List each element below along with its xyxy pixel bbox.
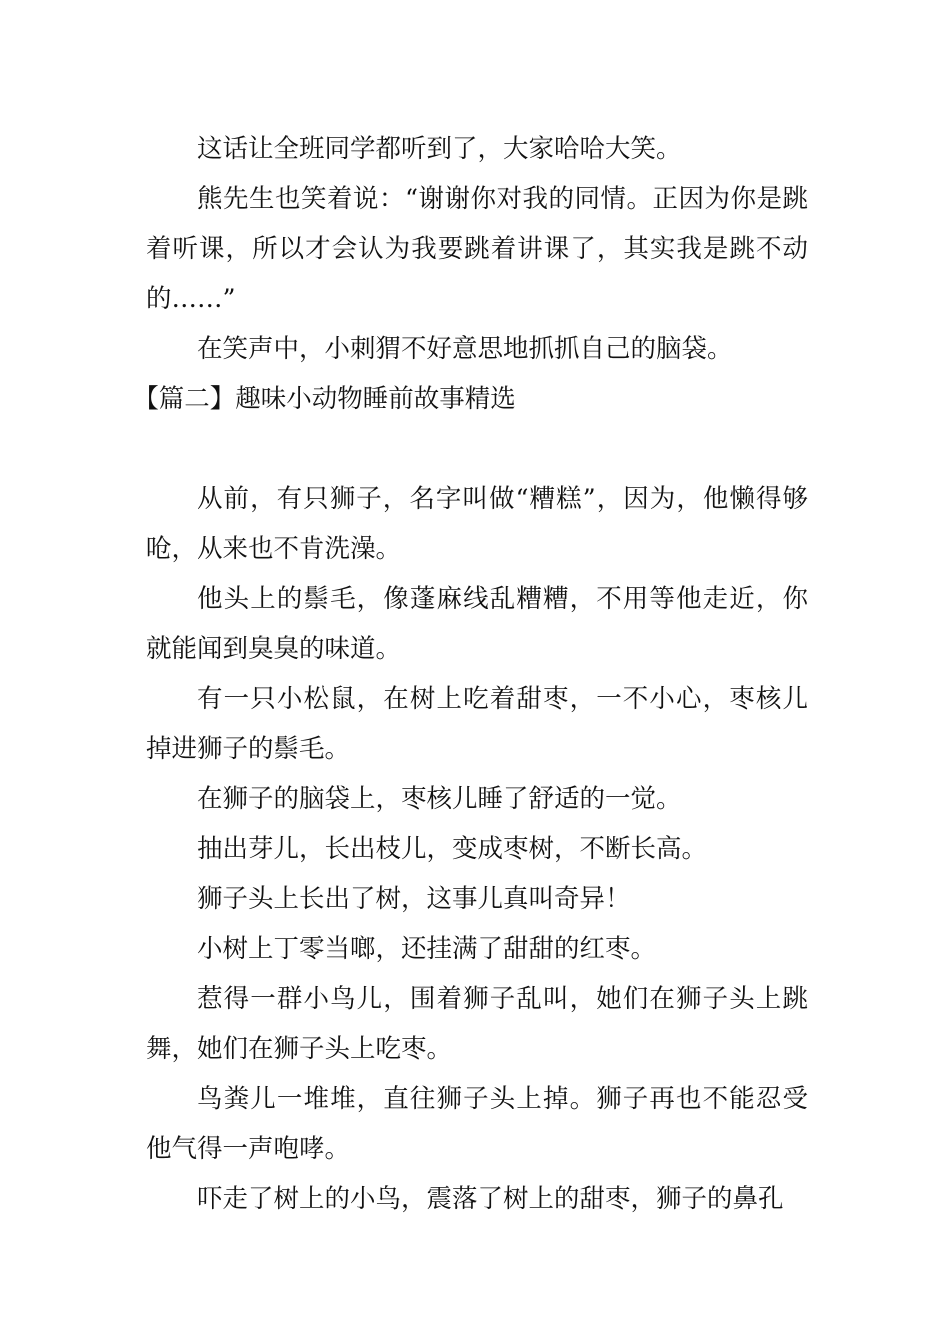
paragraph: 小树上丁零当啷，还挂满了甜甜的红枣。 [197, 934, 657, 964]
paragraph: 有一只小松鼠，在树上吃着甜枣，一不小心，枣核儿掉进狮子的鬃毛。 [146, 684, 808, 764]
paragraph: 吓走了树上的小鸟，震落了树上的甜枣，狮子的鼻孔 [197, 1184, 784, 1214]
blank-line [146, 424, 808, 474]
section-heading: 【篇二】趣味小动物睡前故事精选 [133, 384, 516, 414]
paragraph: 惹得一群小鸟儿，围着狮子乱叫，她们在狮子头上跳舞，她们在狮子头上吃枣。 [146, 984, 808, 1064]
paragraph: 在狮子的脑袋上，枣核儿睡了舒适的一觉。 [197, 784, 682, 814]
paragraph: 熊先生也笑着说：“谢谢你对我的同情。正因为你是跳着听课，所以才会认为我要跳着讲课了，其实我是跳不动的……” [146, 184, 808, 314]
paragraph: 抽出芽儿，长出枝儿，变成枣树，不断长高。 [197, 834, 708, 864]
paragraph: 在笑声中，小刺猬不好意思地抓抓自己的脑袋。 [197, 334, 733, 364]
paragraph: 这话让全班同学都听到了，大家哈哈大笑。 [197, 134, 682, 164]
paragraph: 鸟粪儿一堆堆，直往狮子头上掉。狮子再也不能忍受他气得一声咆哮。 [146, 1084, 808, 1164]
paragraph: 他头上的鬃毛，像蓬麻线乱糟糟，不用等他走近，你就能闻到臭臭的味道。 [146, 584, 808, 664]
document-page [133, 124, 808, 1224]
paragraph: 狮子头上长出了树，这事儿真叫奇异！ [197, 884, 631, 914]
paragraph: 从前，有只狮子，名字叫做“糟糕”，因为，他懒得够呛，从来也不肯洗澡。 [146, 484, 808, 564]
